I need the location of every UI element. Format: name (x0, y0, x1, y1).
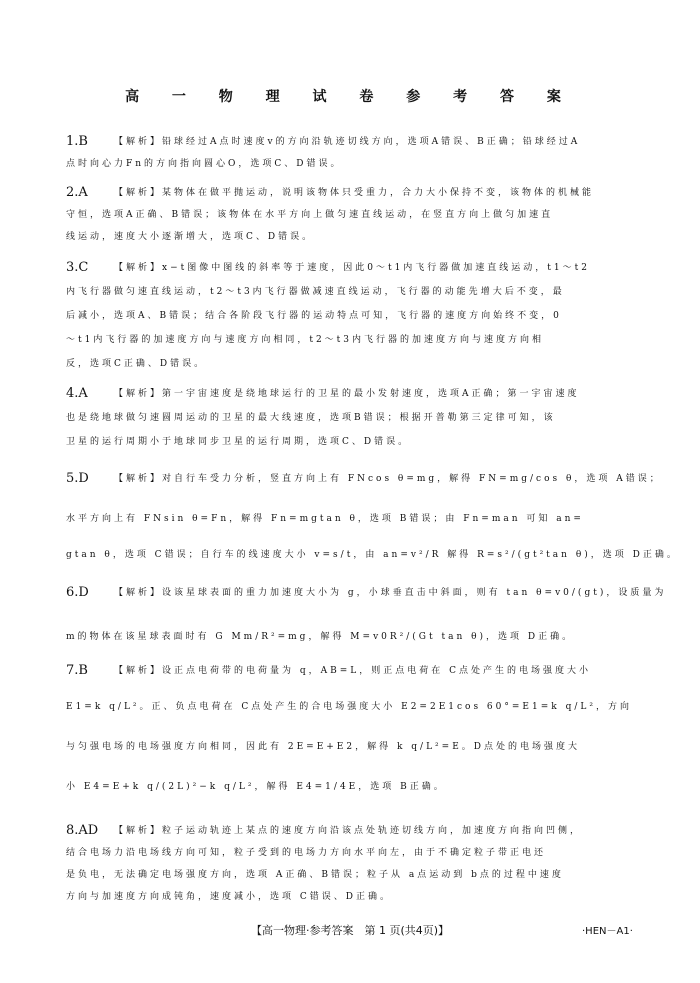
answer-line: 【解析】铅球经过A点时速度v的方向沿轨迹切线方向，选项A错误、B正确；铅球经过A (114, 137, 581, 147)
answer-line: 【解析】第一宇宙速度是绕地球运行的卫星的最小发射速度，选项A正确；第一宇宙速度 (114, 389, 580, 399)
answer-number: 2.A (66, 185, 88, 200)
answer-line: 【解析】某物体在做平抛运动，说明该物体只受重力，合力大小保持不变，该物体的机械能 (114, 188, 595, 198)
answer-line: 是负电，无法确定电场强度方向，选项 A正确、B错误；粒子从 a点运动到 b点的过程中速度 (66, 870, 564, 880)
answer-item-2 (66, 187, 636, 253)
answer-line: 水平方向上有 FNsin θ=Fn，解得 Fn=mgtan θ，选项 B错误；由 Fn=man 可知 an= (66, 514, 584, 524)
answer-line: 结合电场力沿电场线方向可知，粒子受到的电场力方向水平向左，由于不确定粒子带正电还 (66, 848, 547, 858)
answer-line: 卫星的运行周期小于地球同步卫星的运行周期，选项C、D错误。 (66, 437, 411, 447)
answer-line: 后减小，选项A、B错误；结合各阶段飞行器的运动特点可知，飞行器的速度方向始终不变，0 (66, 311, 562, 321)
answer-number: 1.B (66, 134, 88, 149)
answer-item-6 (66, 585, 667, 667)
answer-number: 8.AD (66, 823, 99, 838)
answer-line: ～t1内飞行器的加速度方向与速度方向相同，t2～t3内飞行器的加速度方向与速度方向相 (66, 335, 545, 345)
answer-line: 小 E4=E+k q/(2L)²−k q/L²，解得 E4=1/4E，选项 B正确。 (66, 782, 446, 792)
answer-item-5 (66, 471, 679, 585)
page-footer: 【高一物理·参考答案 第 1 页(共4页)】 (250, 924, 450, 937)
answer-number: 5.D (66, 471, 89, 486)
answer-line: 守恒，选项A正确、B错误；该物体在水平方向上做匀速直线运动，在竖直方向上做匀加速直 (66, 210, 554, 220)
answer-number: 6.D (66, 585, 89, 600)
answer-item-3 (66, 262, 636, 382)
answer-line: m的物体在该星球表面时有 G Mm/R²=mg，解得 M=v0R²/(Gt tan θ)，选项 D正确。 (66, 632, 575, 642)
answer-line: 内飞行器做匀速直线运动，t2～t3内飞行器做减速直线运动，飞行器的动能先增大后不变，最 (66, 287, 565, 297)
answer-line: 【解析】设正点电荷带的电荷量为 q，AB=L，则正点电荷在 C点处产生的电场强度大小 (114, 666, 592, 676)
answer-line: 点时向心力Fn的方向指向圆心O，选项C、D错误。 (66, 159, 343, 169)
answer-item-1 (66, 136, 636, 180)
answer-line: E1=k q/L²。正、负点电荷在 C点处产生的合电场强度大小 E2=2E1cos 60°=E1=k q/L²，方向 (66, 702, 632, 712)
answer-item-8 (66, 825, 636, 913)
answer-item-7 (66, 665, 636, 817)
answer-line: 线运动，速度大小逐渐增大，选项C、D错误。 (66, 232, 315, 242)
answer-item-4 (66, 388, 636, 460)
page-title: 高 一 物 理 试 卷 参 考 答 案 (125, 89, 575, 105)
answer-line: 【解析】设该星球表面的重力加速度大小为 g，小球垂直击中斜面，则有 tan θ=v0/(gt)，设质量为 (114, 588, 667, 598)
answer-line: 反，选项C正确、D错误。 (66, 359, 207, 369)
answer-line: 方向与加速度方向成钝角，速度减小，选项 C错误、D正确。 (66, 892, 392, 902)
answer-line: 【解析】粒子运动轨迹上某点的速度方向沿该点处轨迹切线方向，加速度方向指向凹侧， (114, 826, 583, 836)
answer-line: 也是绕地球做匀速圆周运动的卫星的最大线速度，选项B错误；根据开普勒第三定律可知，该 (66, 413, 556, 423)
answer-number: 4.A (66, 386, 88, 401)
answer-line: 【解析】x−t图像中图线的斜率等于速度，因此0～t1内飞行器做加速直线运动，t1～t2 (114, 263, 590, 273)
answer-number: 3.C (66, 260, 89, 275)
answer-line: 与匀强电场的电场强度方向相同，因此有 2E=E+E2，解得 k q/L²=E。D点处的电场强度大 (66, 742, 580, 752)
answer-line: gtan θ，选项 C错误；自行车的线速度大小 v=s/t，由 an=v²/R 解得 R=s²/(gt²tan θ)，选项 D正确。 (66, 550, 679, 560)
answer-number: 7.B (66, 663, 88, 678)
answer-line: 【解析】对自行车受力分析，竖直方向上有 FNcos θ=mg，解得 FN=mg/cos θ，选项 A错误； (114, 474, 662, 484)
exam-code: ·HEN－A1· (582, 926, 633, 937)
